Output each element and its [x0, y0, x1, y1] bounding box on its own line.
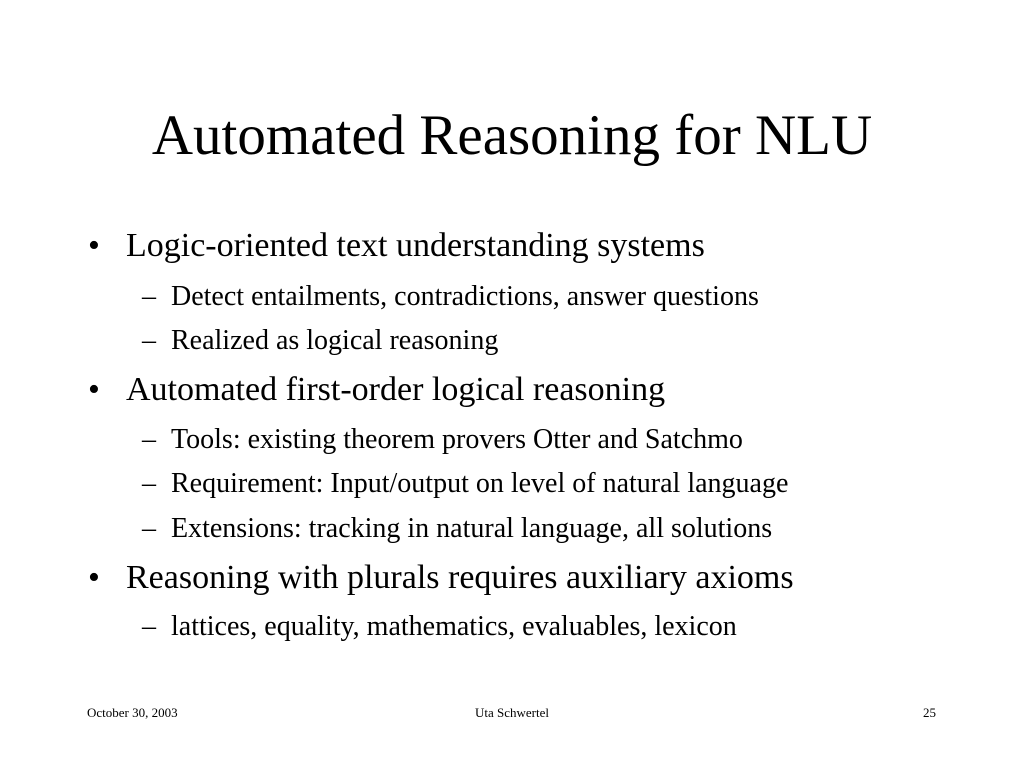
bullet-text: Reasoning with plurals requires auxiliary axioms — [126, 559, 794, 596]
sub-bullet-mark: – — [142, 468, 156, 499]
sub-bullet-text: Realized as logical reasoning — [171, 325, 499, 356]
footer-author: Uta Schwertel — [474, 705, 549, 720]
footer-date: October 30, 2003 — [87, 705, 178, 720]
bullet-mark: • — [88, 559, 100, 596]
bullet-text: Logic-oriented text understanding systems — [126, 227, 705, 264]
sub-bullet-text: lattices, equality, mathematics, evaluables, lexicon — [171, 611, 737, 642]
sub-bullet-mark: – — [142, 325, 156, 356]
sub-bullet-text: Extensions: tracking in natural language, all solutions — [171, 513, 773, 544]
sub-bullet-mark: – — [142, 424, 156, 455]
bullet-text: Automated first-order logical reasoning — [126, 371, 666, 408]
bullet-mark: • — [88, 227, 100, 264]
bullet-mark: • — [88, 371, 100, 408]
footer-page-number: 25 — [923, 705, 936, 720]
sub-bullet-text: Detect entailments, contradictions, answer questions — [171, 281, 759, 312]
slide-title: Automated Reasoning for NLU — [151, 104, 873, 167]
sub-bullet-text: Tools: existing theorem provers Otter and Satchmo — [171, 424, 743, 455]
sub-bullet-mark: – — [142, 513, 156, 544]
sub-bullet-mark: – — [142, 611, 156, 642]
sub-bullet-mark: – — [142, 281, 156, 312]
sub-bullet-text: Requirement: Input/output on level of natural language — [171, 468, 789, 499]
